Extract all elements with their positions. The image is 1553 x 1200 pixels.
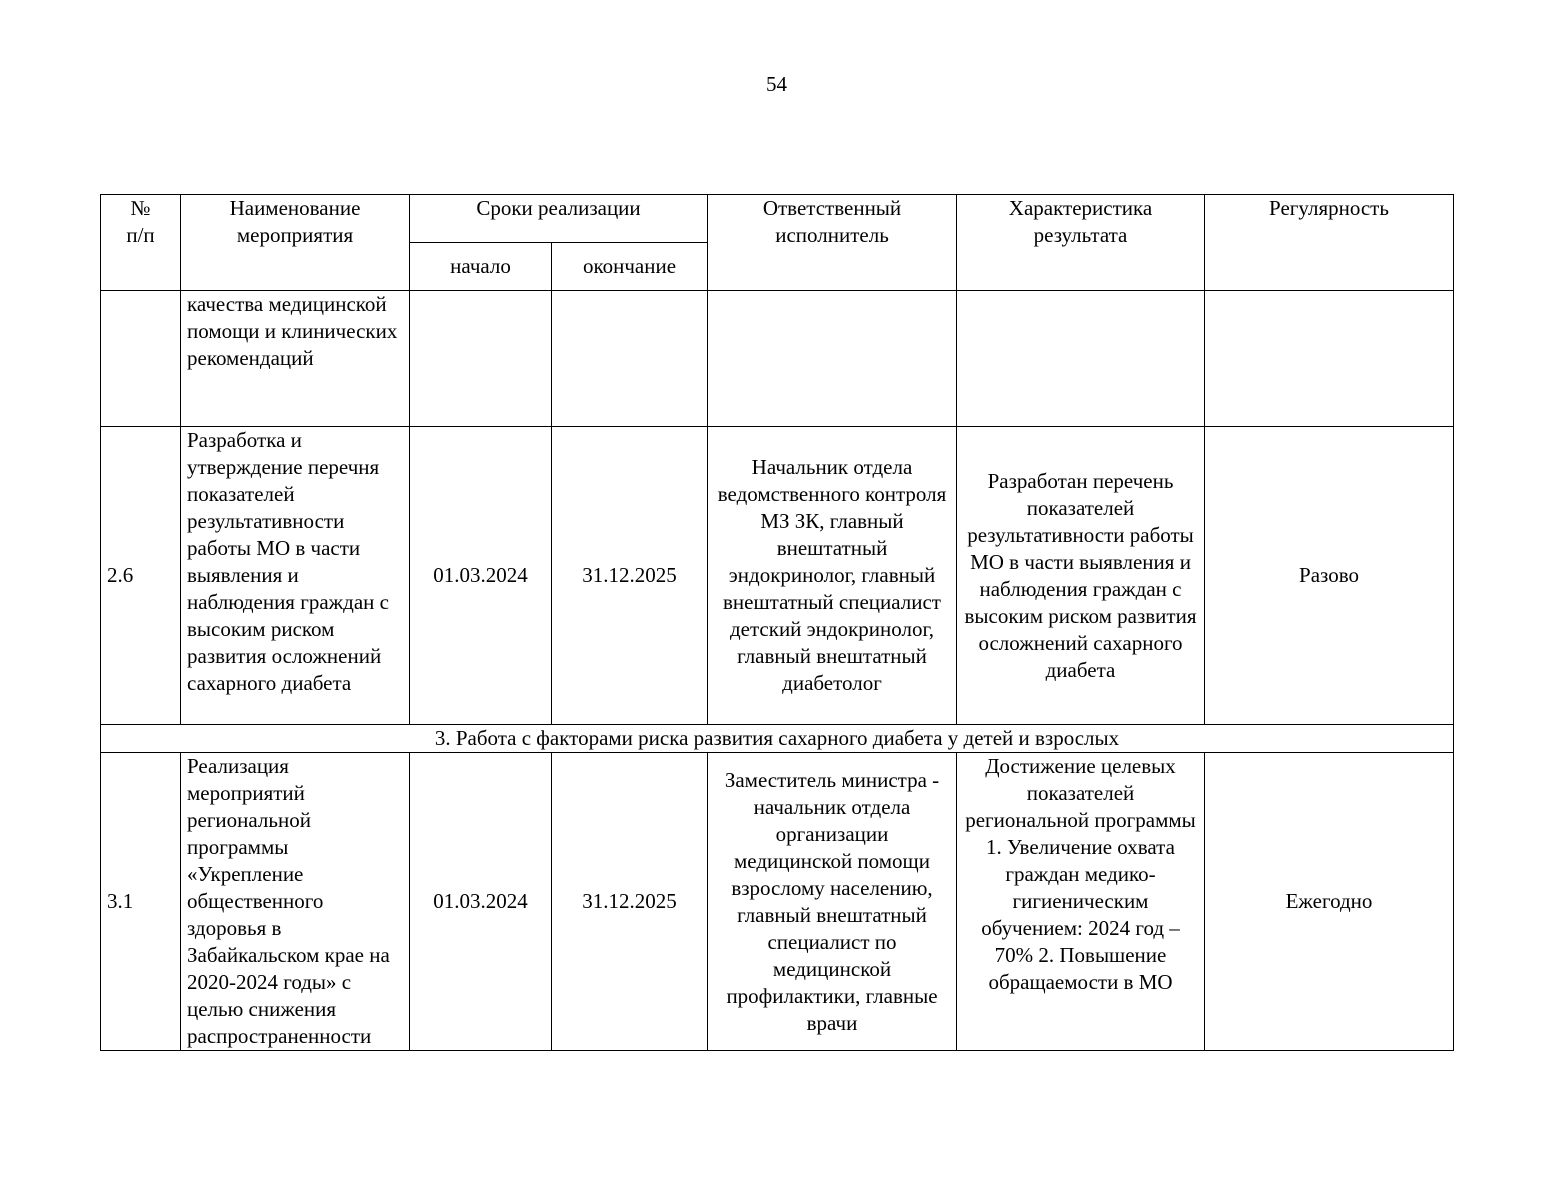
header-start: начало: [410, 243, 552, 291]
row-end: [552, 291, 708, 427]
row-responsible: [708, 291, 957, 427]
header-period: Сроки реализации: [410, 195, 708, 243]
row-num: [101, 291, 181, 427]
row-end: 31.12.2025: [552, 753, 708, 1051]
section-title: 3. Работа с факторами риска развития сахарного диабета у детей и взрослых: [101, 725, 1454, 753]
row-name: Реализация мероприятий региональной программы «Укрепление общественного здоровья в Забайкальском крае на 2020-2024 годы» с целью снижения распространенности: [181, 753, 410, 1051]
row-start: [410, 291, 552, 427]
header-result: Характеристика результата: [957, 195, 1205, 291]
section-row: [101, 725, 1454, 753]
table-row: [101, 753, 1454, 1051]
page-number: 54: [766, 72, 787, 96]
row-result: Разработан перечень показателей результативности работы МО в части выявления и наблюдения граждан с высоким риском развития осложнений сахарного диабета: [957, 427, 1205, 725]
row-num: 2.6: [101, 427, 181, 725]
row-end: 31.12.2025: [552, 427, 708, 725]
row-num: 3.1: [101, 753, 181, 1051]
header-regularity: Регулярность: [1205, 195, 1454, 291]
header-num: № п/п: [101, 195, 181, 291]
row-responsible: Начальник отдела ведомственного контроля МЗ ЗК, главный внештатный эндокринолог, главный внештатный специалист детский эндокринолог, главный внештатный диабетолог: [708, 427, 957, 725]
header-end: окончание: [552, 243, 708, 291]
header-name: Наименование мероприятия: [181, 195, 410, 291]
row-result: [957, 291, 1205, 427]
row-name: качества медицинской помощи и клинических рекомендаций: [181, 291, 410, 427]
row-regularity: Разово: [1205, 427, 1454, 725]
row-result: Достижение целевых показателей региональной программы 1. Увеличение охвата граждан медико-гигиеническим обучением: 2024 год – 70% 2. Повышение обращаемости в МО: [957, 753, 1205, 1051]
row-regularity: [1205, 291, 1454, 427]
activities-table: [100, 194, 1454, 1051]
row-responsible: Заместитель министра - начальник отдела организации медицинской помощи взрослому населению, главный внештатный специалист по медицинской профилактики, главные врачи: [708, 753, 957, 1051]
row-start: 01.03.2024: [410, 753, 552, 1051]
row-regularity: Ежегодно: [1205, 753, 1454, 1051]
header-responsible: Ответственный исполнитель: [708, 195, 957, 291]
table-row: [101, 291, 1454, 427]
row-name: Разработка и утверждение перечня показателей результативности работы МО в части выявления и наблюдения граждан с высоким риском развития осложнений сахарного диабета: [181, 427, 410, 725]
row-start: 01.03.2024: [410, 427, 552, 725]
table-row: [101, 427, 1454, 725]
